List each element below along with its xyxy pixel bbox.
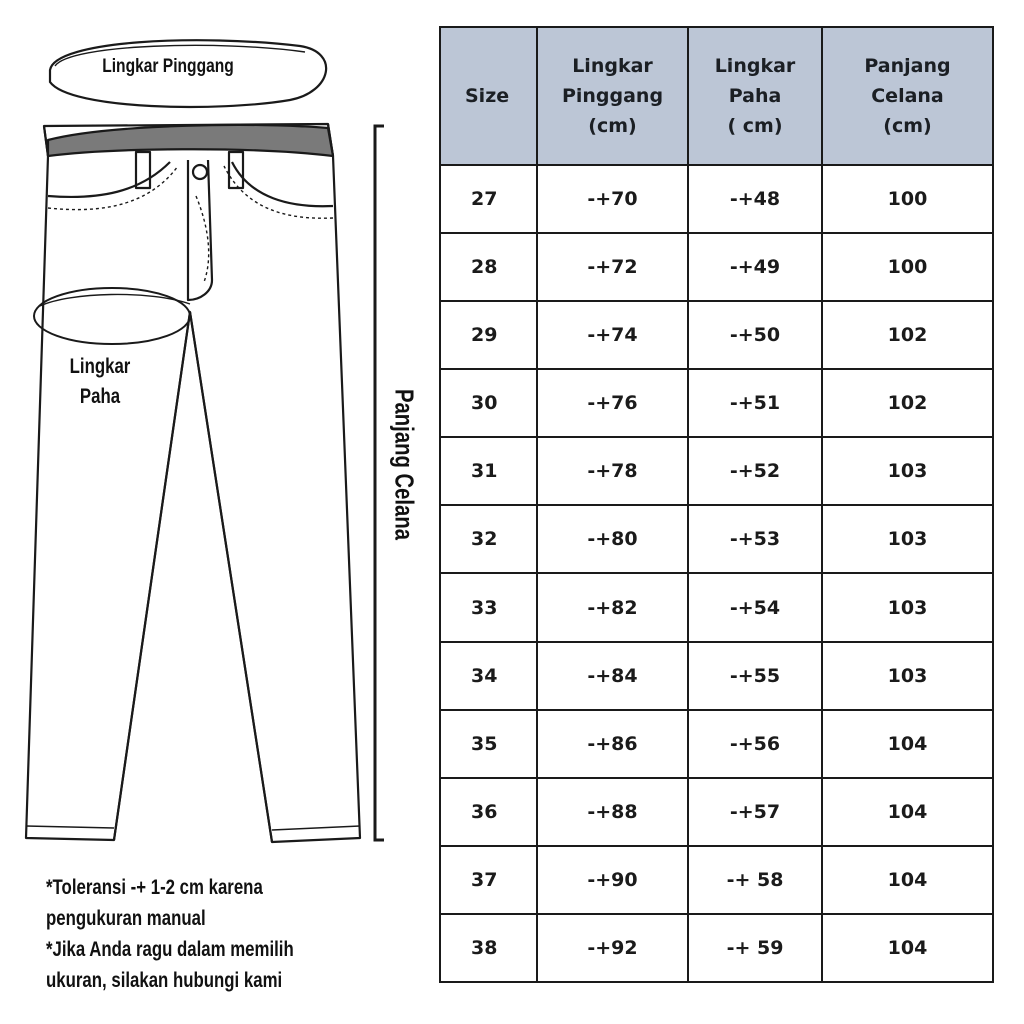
length-cell: 103 [822,505,993,573]
size-cell: 36 [440,778,537,846]
size-cell: 33 [440,573,537,641]
thigh-label-line: Lingkar [69,355,131,378]
length-cell: 103 [822,573,993,641]
waist-cell: -+74 [537,301,688,369]
header-waist: Lingkar Pinggang (cm) [537,27,688,165]
note-line: *Toleransi -+ 1-2 cm karena [46,876,263,899]
table-header-row [440,27,993,165]
waist-cell: -+86 [537,710,688,778]
size-cell: 35 [440,710,537,778]
thigh-label [52,352,148,412]
size-chart-table [439,26,994,983]
length-cell: 100 [822,233,993,301]
length-cell: 104 [822,914,993,982]
table-row [440,710,993,778]
size-cell: 27 [440,165,537,233]
note-line: ukuran, silakan hubungi kami [46,969,283,992]
waist-cell: -+90 [537,846,688,914]
thigh-cell: -+54 [688,573,822,641]
thigh-cell: -+49 [688,233,822,301]
waist-cell: -+80 [537,505,688,573]
table-row [440,778,993,846]
note-line: pengukuran manual [46,907,206,930]
waist-cell: -+84 [537,642,688,710]
size-cell: 29 [440,301,537,369]
header-length: Panjang Celana (cm) [822,27,993,165]
waist-cell: -+70 [537,165,688,233]
size-cell: 37 [440,846,537,914]
pants-outline [26,124,360,842]
table-row [440,369,993,437]
table-row [440,846,993,914]
thigh-cell: -+ 59 [688,914,822,982]
table-row [440,437,993,505]
length-cell: 100 [822,165,993,233]
waist-label: Lingkar Pinggang [102,56,234,77]
size-cell: 38 [440,914,537,982]
size-cell: 31 [440,437,537,505]
thigh-cell: -+51 [688,369,822,437]
length-cell: 104 [822,710,993,778]
size-cell: 28 [440,233,537,301]
length-cell: 102 [822,369,993,437]
header-size: Size [440,27,537,165]
thigh-cell: -+50 [688,301,822,369]
table-row [440,165,993,233]
thigh-cell: -+53 [688,505,822,573]
table-body [440,165,993,982]
thigh-cell: -+57 [688,778,822,846]
pants-diagram [0,0,440,1024]
waist-cell: -+72 [537,233,688,301]
table-row [440,642,993,710]
thigh-cell: -+56 [688,710,822,778]
waist-cell: -+78 [537,437,688,505]
length-label: Panjang Celana [389,388,420,541]
thigh-cell: -+ 58 [688,846,822,914]
table-row [440,505,993,573]
length-cell: 102 [822,301,993,369]
table-row [440,914,993,982]
size-cell: 34 [440,642,537,710]
length-bracket [375,126,384,840]
size-cell: 30 [440,369,537,437]
waist-cell: -+82 [537,573,688,641]
thigh-cell: -+52 [688,437,822,505]
size-cell: 32 [440,505,537,573]
table-row [440,301,993,369]
header-thigh: Lingkar Paha ( cm) [688,27,822,165]
waist-cell: -+92 [537,914,688,982]
length-cell: 103 [822,437,993,505]
waist-cell: -+76 [537,369,688,437]
table-row [440,573,993,641]
pants-illustration [0,0,440,1024]
notes [46,872,396,996]
length-cell: 103 [822,642,993,710]
table-row [440,233,993,301]
length-cell: 104 [822,778,993,846]
thigh-cell: -+55 [688,642,822,710]
note-line: *Jika Anda ragu dalam memilih [46,938,294,961]
thigh-cell: -+48 [688,165,822,233]
waist-cell: -+88 [537,778,688,846]
length-cell: 104 [822,846,993,914]
thigh-label-line: Paha [79,385,121,408]
